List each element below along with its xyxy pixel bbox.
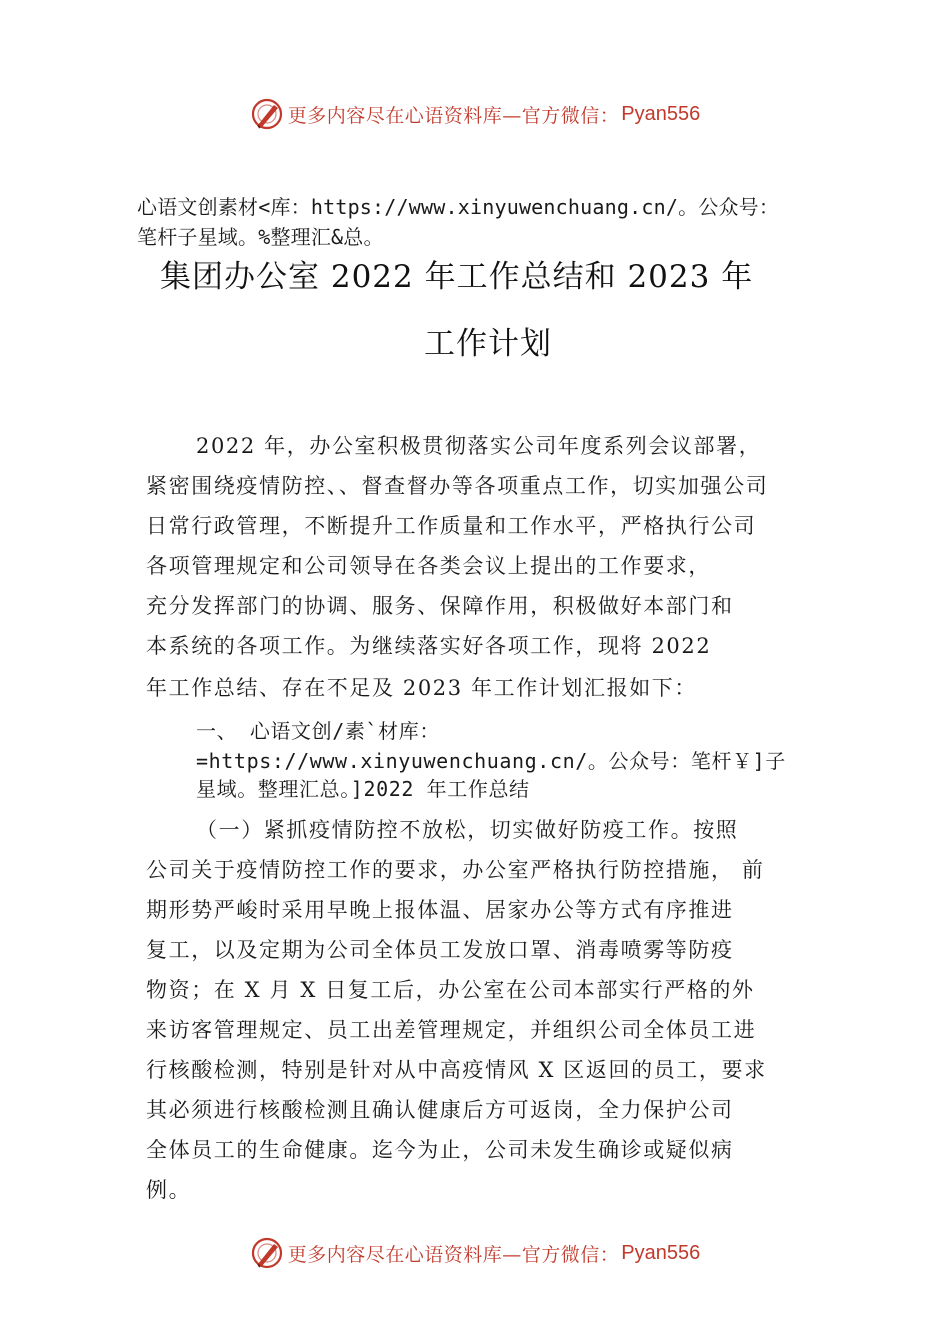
paragraph-line: 全体员工的生命健康。迄今为止，公司未发生确诊或疑似病 <box>146 1138 734 1162</box>
section-1-heading-line-1: 一、 心语文创/素`材库： <box>196 719 440 743</box>
watermark-banner-bottom <box>0 1233 950 1273</box>
paragraph-line: 复工，以及定期为公司全体员工发放口罩、消毒喷雾等防疫 <box>146 938 734 962</box>
section-1-heading-line-2: =https://www.xinyuwenchuang.cn/。公众号：笔杆￥]子 <box>196 749 786 773</box>
document-title-line-2: 工作计划 <box>424 326 552 362</box>
paragraph-line: 公司关于疫情防控工作的要求，办公室严格执行防控措施， 前 <box>146 858 765 882</box>
paragraph-line: 行核酸检测，特别是针对从中高疫情风 X 区返回的员工，要求 <box>146 1058 767 1082</box>
section-1-heading-line-3: 星域。整理汇总。]2022 年工作总结 <box>196 777 530 801</box>
intro-line: 2022 年，办公室积极贯彻落实公司年度系列会议部署， <box>196 434 762 458</box>
paragraph-line: 来访客管理规定、员工出差管理规定，并组织公司全体员工进 <box>146 1018 757 1042</box>
watermark-banner-top <box>0 94 950 134</box>
source-note-line-2: 笔杆子星域。%整理汇&总。 <box>137 225 384 249</box>
intro-line: 日常行政管理，不断提升工作质量和工作水平，严格执行公司 <box>146 514 757 538</box>
intro-line: 充分发挥部门的协调、服务、保障作用，积极做好本部门和 <box>146 594 734 618</box>
watermark-text: 更多内容尽在心语资料库—官方微信： <box>287 1243 620 1266</box>
paragraph-line: （一）紧抓疫情防控不放松，切实做好防疫工作。按照 <box>196 818 739 842</box>
document-title-line-1: 集团办公室 2022 年工作总结和 2023 年 <box>160 259 754 295</box>
intro-line: 各项管理规定和公司领导在各类会议上提出的工作要求， <box>146 554 711 578</box>
watermark-text: 更多内容尽在心语资料库—官方微信： <box>287 104 620 127</box>
source-note-line-1: 心语文创素材<库：https://www.xinyuwenchuang.cn/。公众号： <box>137 195 780 219</box>
intro-line: 年工作总结、存在不足及 2023 年工作计划汇报如下： <box>146 676 697 700</box>
watermark-wechat-id: Pyan556 <box>621 102 701 125</box>
paragraph-line: 物资；在 X 月 X 日复工后，办公室在公司本部实行严格的外 <box>146 978 755 1002</box>
intro-line: 紧密围绕疫情防控、、督查督办等各项重点工作，切实加强公司 <box>146 474 769 498</box>
intro-line: 本系统的各项工作。为继续落实好各项工作，现将 2022 <box>146 634 712 658</box>
paragraph-line: 期形势严峻时采用早晚上报体温、居家办公等方式有序推进 <box>146 898 734 922</box>
pen-logo-icon <box>250 1236 284 1270</box>
paragraph-line: 其必须进行核酸检测且确认健康后方可返岗，全力保护公司 <box>146 1098 734 1122</box>
watermark-wechat-id: Pyan556 <box>621 1241 701 1264</box>
pen-logo-icon <box>250 97 284 131</box>
paragraph-line: 例。 <box>146 1178 192 1202</box>
